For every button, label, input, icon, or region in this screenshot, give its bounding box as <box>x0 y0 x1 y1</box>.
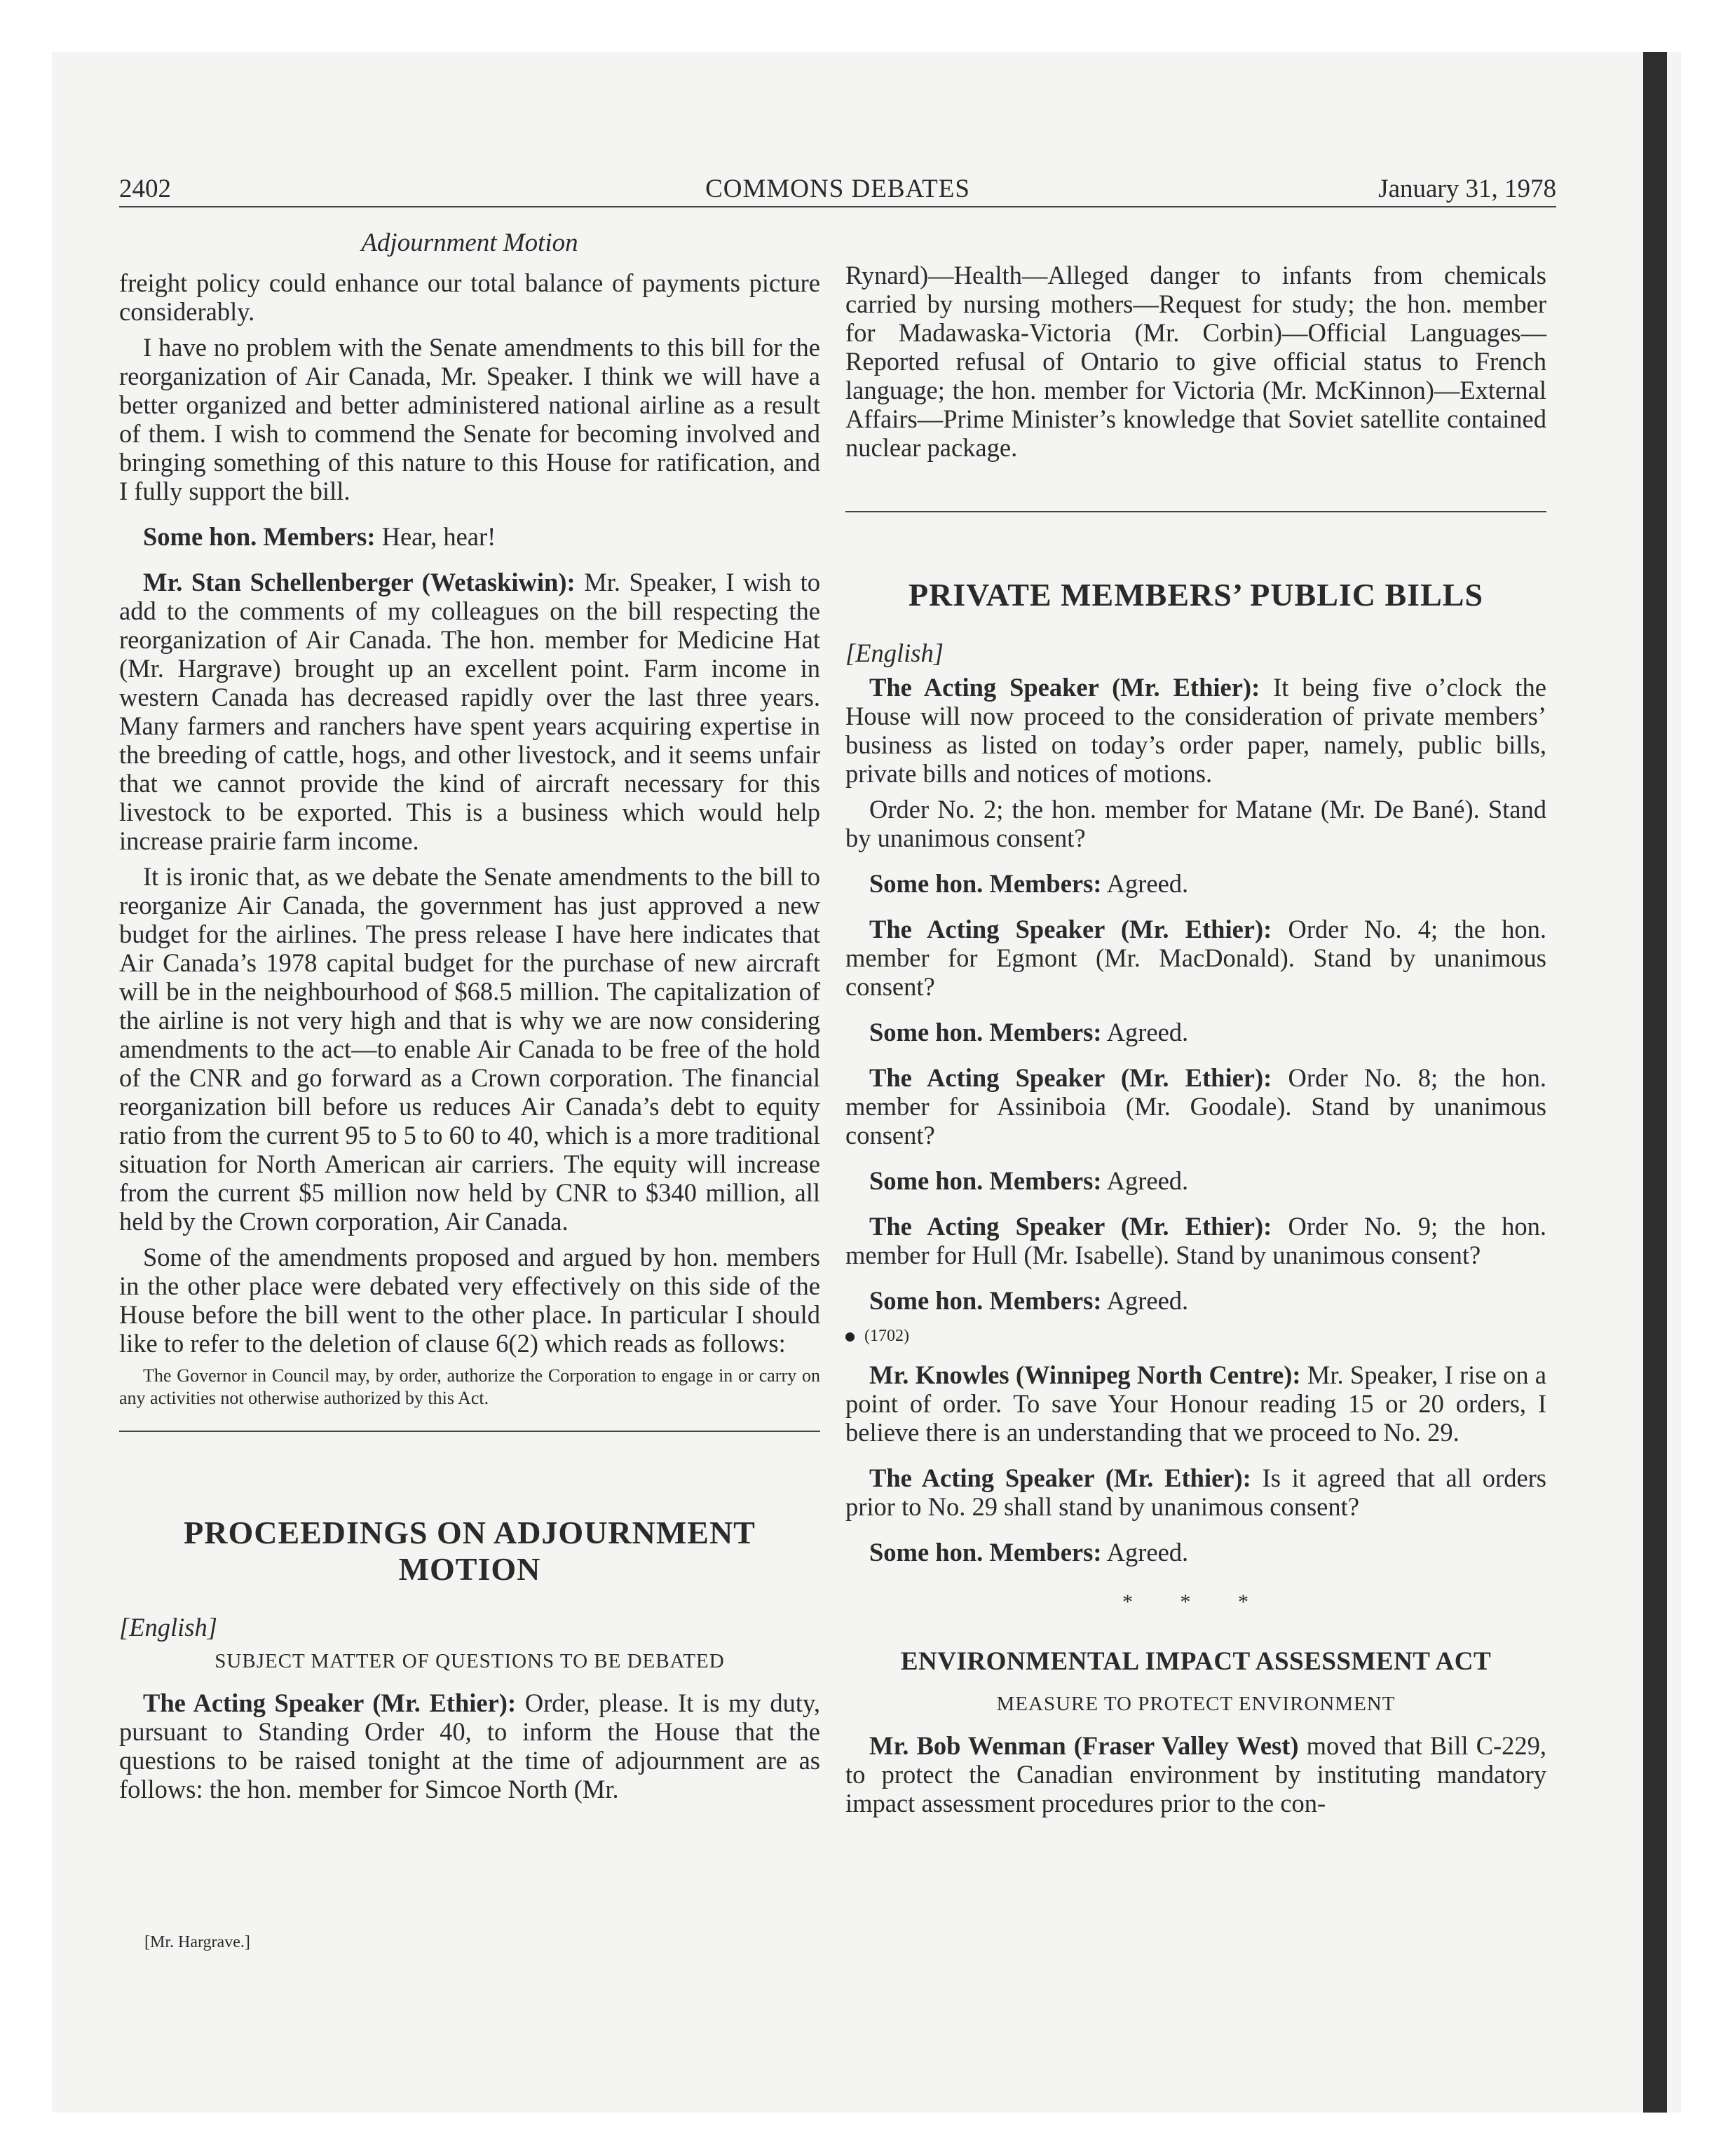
paragraph: Mr. Stan Schellenberger (Wetaskiwin): Mr. Speaker, I wish to add to the comments of my colleagues on the bill respecting the reorganization of Air Canada. The hon. member for Medicine Hat (Mr. Hargrave) brought up an excellent point. Farm income in western Canada has decreased rapidly over the last three years. Many farmers and ranchers have spent years acquiring expertise in the breeding of cattle, hogs, and other livestock, and it seems unfair that we cannot provide the kind of aircraft necessary for this livestock to be exported. This is a business which would help increase prairie farm income. <box>119 568 820 855</box>
paragraph: Rynard)—Health—Alleged danger to infants from chemicals carried by nursing mothers—Request for study; the hon. member for Madawaska-Victoria (Mr. Corbin)—Official Languages—Reported refusal of Ontario to give official status to French language; the hon. member for Victoria (Mr. McKinnon)—External Affairs—Prime Minister’s knowledge that Soviet satellite contained nuclear package. <box>845 261 1546 462</box>
speaker-name: The Acting Speaker (Mr. Ethier): <box>869 915 1272 943</box>
speaker-name: Mr. Knowles (Winnipeg North Centre): <box>869 1360 1301 1389</box>
time-marker: (1702) <box>845 1322 1546 1351</box>
paragraph: Some hon. Members: Agreed. <box>869 1538 1189 1567</box>
paragraph: The Acting Speaker (Mr. Ethier): Order No. 8; the hon. member for Assiniboia (Mr. Goodale). Stand by unanimous consent? <box>845 1063 1546 1149</box>
bill-heading: ENVIRONMENTAL IMPACT ASSESSMENT ACT <box>900 1647 1492 1676</box>
speaker-name: Mr. Bob Wenman (Fraser Valley West) <box>869 1731 1299 1760</box>
page-header <box>119 170 1556 209</box>
section-heading: PROCEEDINGS ON ADJOURNMENT MOTION <box>184 1515 756 1587</box>
subheading: SUBJECT MATTER OF QUESTIONS TO BE DEBATED <box>215 1650 725 1672</box>
paragraph: Some hon. Members: Hear, hear! <box>143 522 496 551</box>
speaker-name: The Acting Speaker (Mr. Ethier): <box>869 1063 1272 1092</box>
speaker-name: Some hon. Members: <box>869 1538 1102 1567</box>
speaker-name: Some hon. Members: <box>869 1018 1102 1046</box>
paragraph: The Acting Speaker (Mr. Ethier): Order, please. It is my duty, pursuant to Standing Order 40, to inform the House that the questions to be raised tonight at the time of adjournment are as follows: the hon. member for Simcoe North (Mr. <box>119 1688 820 1803</box>
paragraph: The Acting Speaker (Mr. Ethier): Is it agreed that all orders prior to No. 29 shall stand by unanimous consent? <box>845 1464 1547 1521</box>
bill-subheading: MEASURE TO PROTECT ENVIRONMENT <box>996 1693 1396 1715</box>
paragraph: Some hon. Members: Agreed. <box>869 1286 1189 1315</box>
paragraph: Some hon. Members: Agreed. <box>869 1166 1189 1195</box>
section-rule <box>845 511 1546 512</box>
section-heading: PRIVATE MEMBERS’ PUBLIC BILLS <box>908 577 1484 613</box>
footer-note: [Mr. Hargrave.] <box>144 1933 250 1951</box>
running-head: Adjournment Motion <box>361 228 578 257</box>
paragraph: The Acting Speaker (Mr. Ethier): Order No. 4; the hon. member for Egmont (Mr. MacDonald). Stand by unanimous consent? <box>845 915 1546 1001</box>
paragraph: I have no problem with the Senate amendments to this bill for the reorganization of Air Canada, Mr. Speaker. I think we will have a better organized and better administered national airline as a result of them. I wish to commend the Senate for becoming involved and bringing something of this nature to this House for ratification, and I fully support the bill. <box>119 333 820 505</box>
publication-title: COMMONS DEBATES <box>705 175 970 203</box>
paragraph: The Acting Speaker (Mr. Ethier): Order No. 9; the hon. member for Hull (Mr. Isabelle). Stand by unanimous consent? <box>845 1212 1546 1269</box>
speaker-name: The Acting Speaker (Mr. Ethier): <box>869 1464 1251 1492</box>
page-number: 2402 <box>119 175 171 203</box>
speaker-name: Some hon. Members: <box>869 1286 1102 1315</box>
speaker-name: The Acting Speaker (Mr. Ethier): <box>143 1688 517 1717</box>
paragraph: Some of the amendments proposed and argued by hon. members in the other place were debated very effectively on this side of the House before the bill went to the other place. In particular I should like to refer to the deletion of clause 6(2) which reads as follows: <box>119 1243 820 1358</box>
right-column <box>845 261 1546 1824</box>
paragraph: freight policy could enhance our total balance of payments picture considerably. <box>119 268 820 326</box>
paragraph: Some hon. Members: Agreed. <box>869 869 1189 898</box>
section-rule <box>119 1431 820 1432</box>
paragraph: Order No. 2; the hon. member for Matane (Mr. De Bané). Stand by unanimous consent? <box>845 795 1546 852</box>
language-tag: [English] <box>119 1613 217 1642</box>
speaker-name: Some hon. Members: <box>143 522 376 551</box>
speaker-name: The Acting Speaker (Mr. Ethier): <box>869 673 1260 702</box>
paragraph: Mr. Bob Wenman (Fraser Valley West) moved that Bill C-229, to protect the Canadian environment by instituting mandatory impact assessment procedures prior to the con- <box>845 1731 1546 1817</box>
block-quote: The Governor in Council may, by order, authorize the Corporation to engage in or carry on any activities not otherwise authorized by this Act. <box>119 1365 820 1408</box>
page-binding-edge <box>1643 52 1667 2113</box>
paragraph: Some hon. Members: Agreed. <box>869 1018 1189 1046</box>
section-separator: * * * <box>1122 1590 1270 1613</box>
speaker-name: Some hon. Members: <box>869 869 1102 898</box>
left-column <box>119 226 820 1810</box>
paragraph: Mr. Knowles (Winnipeg North Centre): Mr. Speaker, I rise on a point of order. To save Your Honour reading 15 or 20 orders, I believe there is an understanding that we proceed to No. 29. <box>845 1360 1547 1447</box>
page-date: January 31, 1978 <box>1378 175 1556 203</box>
speaker-name: Some hon. Members: <box>869 1166 1102 1195</box>
language-tag: [English] <box>845 639 944 667</box>
bullet-dot-icon <box>845 1332 855 1342</box>
paragraph: The Acting Speaker (Mr. Ethier): It being five o’clock the House will now proceed to the consideration of private members’ business as listed on today’s order paper, namely, public bills, private bills and notices of motions. <box>845 673 1546 788</box>
speaker-name: The Acting Speaker (Mr. Ethier): <box>869 1212 1272 1241</box>
paragraph: It is ironic that, as we debate the Senate amendments to the bill to reorganize Air Canada, the government has just approved a new budget for the airlines. The press release I have here indicates that Air Canada’s 1978 capital budget for the purchase of new aircraft will be in the neighbourhood of $68.5 million. The capitalization of the airline is not very high and that is why we are now considering amendments to the act—to enable Air Canada to be free of the hold of the CNR and go forward as a Crown corporation. The financial reorganization bill before us reduces Air Canada’s debt to equity ratio from the current 95 to 5 to 60 to 40, which is a more traditional situation for North American air carriers. The equity will increase from the current $5 million now held by CNR to $340 million, all held by the Crown corporation, Air Canada. <box>119 862 820 1236</box>
header-rule <box>119 206 1556 207</box>
speaker-name: Mr. Stan Schellenberger (Wetaskiwin): <box>143 568 576 596</box>
